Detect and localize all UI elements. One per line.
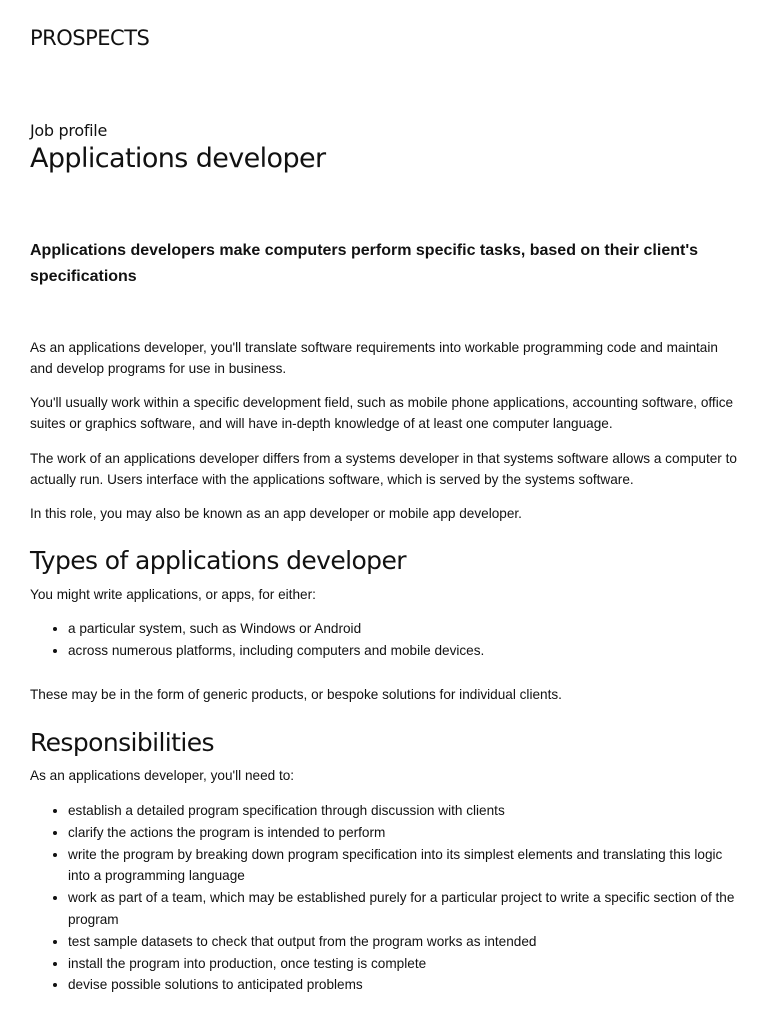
- list-item: • test sample datasets to check that output from the program works as intended: [68, 931, 748, 953]
- list-item: • a particular system, such as Windows or Android: [68, 618, 748, 640]
- intro-paragraph-2: You'll usually work within a specific development field, such as mobile phone applications, accounting software, office suites or graphics software, and will have in-depth knowledge of at least one computer language.: [30, 395, 734, 431]
- types-intro: You might write applications, or apps, for either:: [30, 587, 316, 602]
- intro-paragraph-1: As an applications developer, you'll translate software requirements into workable programming code and maintain and develop programs for use in business.: [30, 340, 718, 376]
- intro-paragraph-4: In this role, you may also be known as an app developer or mobile app developer.: [30, 506, 522, 521]
- intro-paragraph-3: The work of an applications developer differs from a systems developer in that systems software allows a computer to actually run. Users interface with the applications software, which is served by the systems software.: [30, 451, 737, 487]
- lead-summary: Applications developers make computers perform specific tasks, based on their client's specifications: [30, 242, 699, 285]
- types-heading: Types of applications developer: [30, 546, 406, 575]
- types-list: [48, 618, 748, 662]
- list-item: • write the program by breaking down program specification into its simplest elements and translating this logic into a programming language: [68, 844, 748, 888]
- responsibilities-intro: As an applications developer, you'll need to:: [30, 768, 295, 783]
- list-item: • install the program into production, once testing is complete: [68, 953, 748, 975]
- prospects-logo[interactable]: PROSPECTS: [30, 26, 150, 50]
- responsibilities-list: [48, 800, 748, 996]
- responsibilities-heading: Responsibilities: [30, 728, 214, 757]
- page-eyebrow: Job profile: [30, 121, 107, 140]
- list-item: • clarify the actions the program is intended to perform: [68, 822, 748, 844]
- list-item: • across numerous platforms, including computers and mobile devices.: [68, 640, 748, 662]
- list-item: • devise possible solutions to anticipated problems: [68, 974, 748, 996]
- types-outro: These may be in the form of generic products, or bespoke solutions for individual clients.: [30, 687, 562, 702]
- list-item: • work as part of a team, which may be established purely for a particular project to write a specific section of the program: [68, 887, 748, 931]
- page-title: Applications developer: [30, 143, 326, 174]
- list-item: • establish a detailed program specification through discussion with clients: [68, 800, 748, 822]
